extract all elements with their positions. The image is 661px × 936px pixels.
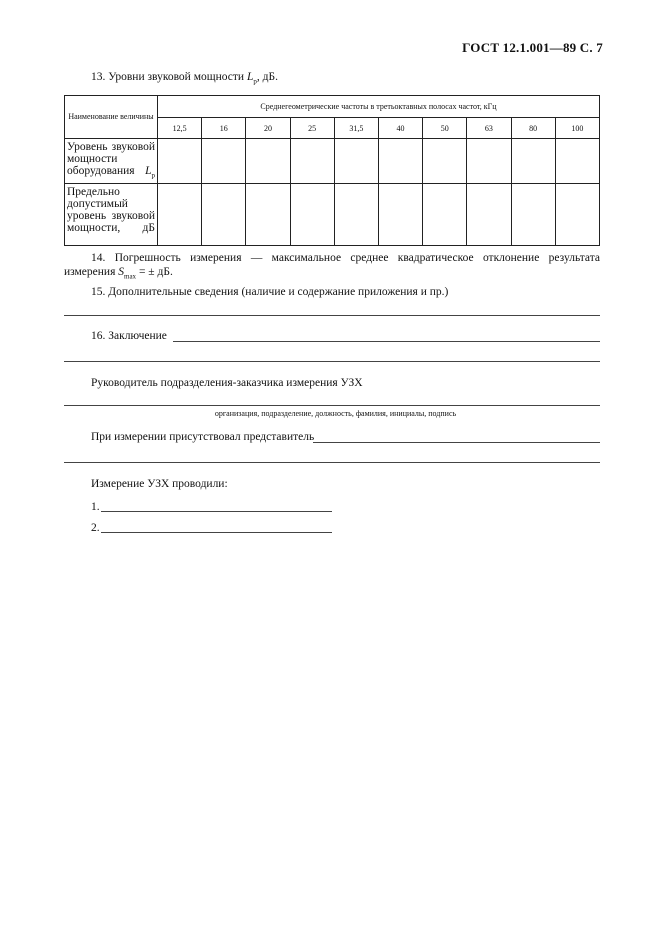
signer-2-label: 2. bbox=[91, 522, 100, 534]
value-cell[interactable] bbox=[202, 184, 246, 246]
value-cell[interactable] bbox=[467, 184, 511, 246]
value-cell[interactable] bbox=[555, 184, 599, 246]
value-cell[interactable] bbox=[334, 139, 378, 184]
conclusion-blank-line[interactable] bbox=[173, 341, 600, 342]
section-13-sub: p bbox=[253, 77, 257, 86]
representative-blank-line[interactable] bbox=[313, 442, 600, 443]
value-cell[interactable] bbox=[246, 184, 290, 246]
section-16-title: 16. Заключение bbox=[91, 330, 167, 342]
section-14 bbox=[64, 251, 600, 283]
representative-blank-line-2[interactable] bbox=[64, 462, 600, 463]
freq-cell: 25 bbox=[290, 118, 334, 139]
freq-cell: 31,5 bbox=[334, 118, 378, 139]
value-cell[interactable] bbox=[378, 184, 422, 246]
sound-power-table bbox=[64, 95, 600, 246]
freq-cell: 20 bbox=[246, 118, 290, 139]
section-15-blank-line[interactable] bbox=[64, 315, 600, 316]
page-header: ГОСТ 12.1.001—89 С. 7 bbox=[462, 40, 603, 55]
value-cell[interactable] bbox=[423, 184, 467, 246]
freq-cell: 40 bbox=[378, 118, 422, 139]
row-sound-power-level bbox=[65, 139, 158, 184]
supervisor-blank-line[interactable] bbox=[64, 405, 600, 406]
section-13-label: 13. Уровни звуковой мощности bbox=[91, 71, 247, 83]
row-permissible-level: Предельно допустимый уровень звуковой мощности, дБ bbox=[65, 184, 158, 246]
row-sound-power-level-text: Уровень звуковой мощности оборудования bbox=[67, 141, 155, 177]
freq-cell: 12,5 bbox=[158, 118, 202, 139]
supervisor-caption: организация, подразделение, должность, фамилия, инициалы, подпись bbox=[214, 409, 457, 418]
section-14-sub: max bbox=[124, 272, 137, 281]
supervisor-label: Руководитель подразделения-заказчика измерения УЗХ bbox=[91, 377, 363, 389]
section-14-suffix: = ± дБ. bbox=[136, 266, 173, 278]
value-cell[interactable] bbox=[511, 184, 555, 246]
value-cell[interactable] bbox=[511, 139, 555, 184]
freq-cell: 50 bbox=[423, 118, 467, 139]
value-cell[interactable] bbox=[290, 184, 334, 246]
value-cell[interactable] bbox=[555, 139, 599, 184]
freq-cell: 100 bbox=[555, 118, 599, 139]
value-cell[interactable] bbox=[202, 139, 246, 184]
value-cell[interactable] bbox=[246, 139, 290, 184]
section-13-title bbox=[91, 70, 278, 88]
freq-cell: 63 bbox=[467, 118, 511, 139]
section-13-unit: , дБ. bbox=[256, 71, 278, 83]
value-cell[interactable] bbox=[158, 184, 202, 246]
value-cell[interactable] bbox=[158, 139, 202, 184]
signer-1-label: 1. bbox=[91, 501, 100, 513]
row-sound-power-sub: p bbox=[151, 171, 155, 180]
value-cell[interactable] bbox=[334, 184, 378, 246]
section-13-symbol: L bbox=[246, 71, 254, 83]
signer-2-blank-line[interactable] bbox=[101, 532, 332, 533]
value-cell[interactable] bbox=[378, 139, 422, 184]
section-14-text: 14. Погрешность измерения — максимальное среднее квадратическое отклонение результата измерения bbox=[64, 252, 600, 278]
row-sound-power-symbol: L bbox=[145, 165, 152, 177]
value-cell[interactable] bbox=[290, 139, 334, 184]
section-14-symbol: S bbox=[118, 266, 124, 278]
freq-cell: 80 bbox=[511, 118, 555, 139]
value-cell[interactable] bbox=[423, 139, 467, 184]
value-cell[interactable] bbox=[467, 139, 511, 184]
conducted-label: Измерение УЗХ проводили: bbox=[91, 478, 228, 490]
representative-label: При измерении присутствовал представитель bbox=[91, 431, 315, 443]
conclusion-blank-line-2[interactable] bbox=[64, 361, 600, 362]
freq-cell: 16 bbox=[202, 118, 246, 139]
table-group-header: Среднегеометрические частоты в третьоктавных полосах частот, кГц bbox=[158, 96, 600, 118]
table-name-header: Наименование величины bbox=[65, 96, 158, 139]
signer-1-blank-line[interactable] bbox=[101, 511, 332, 512]
section-15-title: 15. Дополнительные сведения (наличие и содержание приложения и пр.) bbox=[91, 286, 449, 298]
